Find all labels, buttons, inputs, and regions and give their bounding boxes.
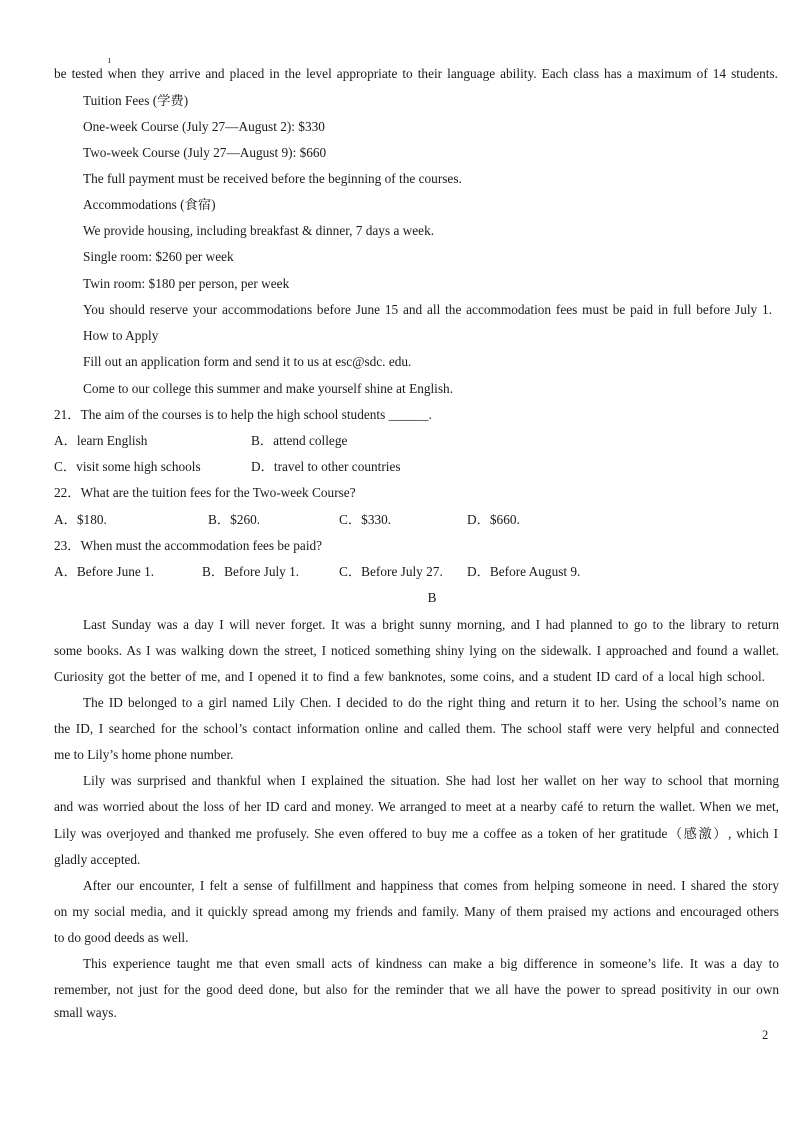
passage-a-continuation: be tested when they arrive and placed in the level appropriate to their language ability. Each class has a maximum of 14 students. [54, 66, 778, 81]
question-23-option-b[interactable]: B．Before July 1. [202, 564, 300, 579]
passage-b-line: me to Lily’s home phone number. [54, 747, 234, 762]
housing-note: We provide housing, including breakfast & dinner, 7 days a week. [83, 223, 435, 238]
twin-room-fee: Twin room: $180 per person, per week [83, 276, 290, 291]
passage-b-line: This experience taught me that even small acts of kindness can make a big difference in someone’s life. It was a day to [83, 956, 779, 971]
reserve-note: You should reserve your accommodations before June 15 and all the accommodation fees must be paid in full before July 1. [83, 302, 772, 317]
pen-mark-icon: ı [108, 55, 111, 66]
page-number: 2 [762, 1028, 769, 1042]
passage-b-line: the ID, I searched for the school’s contact information online and called them. The school staff were very helpful and connected [54, 721, 779, 736]
closing-invitation: Come to our college this summer and make yourself shine at English. [83, 381, 454, 396]
single-room-fee: Single room: $260 per week [83, 249, 234, 264]
question-22-option-d[interactable]: D．$660. [467, 512, 520, 527]
passage-b-line: on my social media, and it quickly spread among my friends and family. Many of them praised my actions and encouraged others [54, 904, 779, 919]
question-21-option-a[interactable]: A．learn English [54, 433, 148, 448]
question-22-stem: 22．What are the tuition fees for the Two-week Course? [54, 485, 356, 500]
question-22-option-a[interactable]: A．$180. [54, 512, 107, 527]
question-23-stem: 23．When must the accommodation fees be paid? [54, 538, 323, 553]
passage-b-line: Curiosity got the better of me, and I opened it to find a few banknotes, some coins, and a student ID card of a local high school. [54, 669, 765, 684]
application-instructions: Fill out an application form and send it to us at esc@sdc. edu. [83, 354, 412, 369]
question-21-option-b[interactable]: B．attend college [251, 433, 348, 448]
question-21-stem: 21．The aim of the courses is to help the high school students ______. [54, 407, 432, 422]
passage-b-line: and was worried about the loss of her ID card and money. We arranged to meet at a nearby café to return the wallet. When we met, [54, 799, 779, 814]
question-21-option-c[interactable]: C．visit some high schools [54, 459, 201, 474]
question-23-option-a[interactable]: A．Before June 1. [54, 564, 155, 579]
passage-b-line: Lily was overjoyed and thanked me profusely. She even offered to buy me a coffee as a token of her gratitude（感激）, which I [54, 826, 778, 841]
full-payment-note: The full payment must be received before the beginning of the courses. [83, 171, 462, 186]
two-week-course-fee: Two-week Course (July 27—August 9): $660 [83, 145, 327, 160]
question-22-option-c[interactable]: C．$330. [339, 512, 392, 527]
tuition-fees-heading: Tuition Fees (学费) [83, 93, 189, 108]
accommodations-heading: Accommodations (食宿) [83, 197, 216, 212]
passage-b-line: Last Sunday was a day I will never forget. It was a bright sunny morning, and I had planned to go to the library to return [83, 617, 779, 632]
passage-b-line: small ways. [54, 1005, 117, 1020]
question-23-option-c[interactable]: C．Before July 27. [339, 564, 443, 579]
passage-b-line: gladly accepted. [54, 852, 141, 867]
question-23-option-d[interactable]: D．Before August 9. [467, 564, 581, 579]
how-to-apply-heading: How to Apply [83, 328, 159, 343]
passage-b-line: to do good deeds as well. [54, 930, 189, 945]
passage-b-line: remember, not just for the good deed done, but also for the reminder that we all have the power to spread positivity in our own [54, 982, 779, 997]
section-b-label: B [427, 590, 437, 605]
question-22-option-b[interactable]: B．$260. [208, 512, 261, 527]
passage-b-line: Lily was surprised and thankful when I explained the situation. She had lost her wallet on her way to school that morning [83, 773, 779, 788]
question-21-option-d[interactable]: D．travel to other countries [251, 459, 401, 474]
passage-b-line: After our encounter, I felt a sense of fulfillment and happiness that comes from helping someone in need. I shared the story [83, 878, 779, 893]
passage-b-line: The ID belonged to a girl named Lily Chen. I decided to do the right thing and return it to her. Using the school’s name on [83, 695, 779, 710]
passage-b-line: some books. As I was walking down the street, I noticed something shiny lying on the sidewalk. I approached and found a wallet. [54, 643, 779, 658]
one-week-course-fee: One-week Course (July 27—August 2): $330 [83, 119, 325, 134]
